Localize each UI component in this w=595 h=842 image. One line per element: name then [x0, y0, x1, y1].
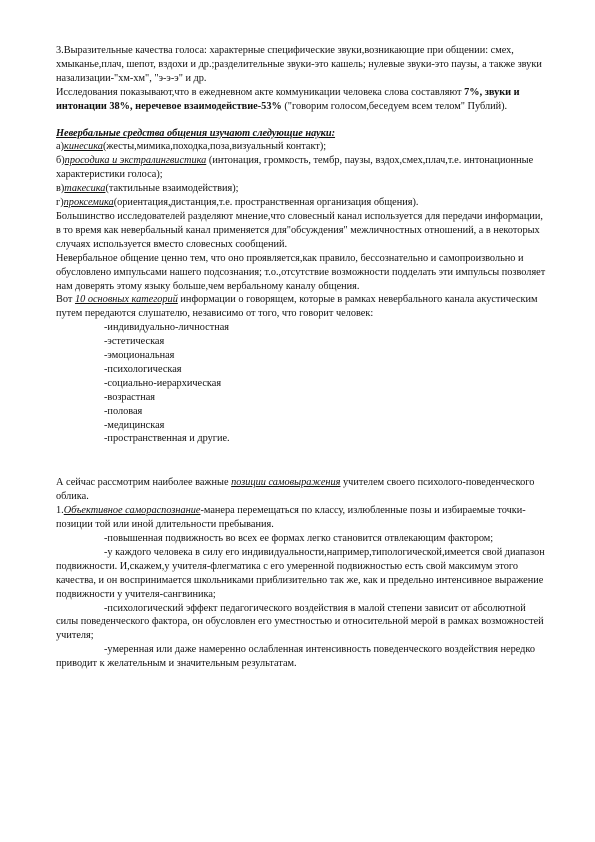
sciences-heading-text: Невербальные средства общения изучают следующие науки:	[56, 127, 336, 139]
voice-qualities-paragraph: 3.Выразительные качества голоса: характерные специфические звуки,возникающие при общении: смех, хмыканье,плач, шепот, вздохи и др.;разделительные звуки-это кашель; нулевые звуки-это паузы, а также звуки назализации-"хм-хм", "э-э-э" и др.	[56, 45, 542, 84]
self-expression-term: позиции самовыражения	[231, 477, 341, 489]
self-expression-text-start: А сейчас рассмотрим наиболее важные	[56, 477, 232, 489]
self-recognition-desc: -манера перемещаться по классу, излюбленные позы и избираемые точки-позиции той или иной длительности пребывания.	[56, 505, 526, 531]
study-text-end: ("говорим голосом,беседуем всем телом" Публий).	[281, 100, 508, 112]
categories-term: 10 основных категорий	[74, 294, 178, 306]
self-expression-text-end: учителем своего психолого-поведенческого облика.	[56, 477, 535, 503]
point-text: -психологический эффект педагогического воздействия в малой степени зависит от абсолютной силы поведенческого фактора, он обусловлен его уместностью и относительной мерой в рамках возможностей учителя;	[56, 602, 544, 642]
point-text: -у каждого человека в силу его индивидуальности,например,типологической,имеется свой диапазон подвижности. И,скажем,у учителя-флегматика с его умеренной подвижностью есть свой максимум этого качества, и он воспринимается школьниками приблизительно так же, как и предельно интенсивное выражение подвижности у учителя-сангвиника;	[56, 546, 545, 600]
science-item-b-desc: (интонация, громкость, тембр, паузы, вздох,смех,плач,т.е. интонационные характеристики голоса);	[56, 155, 534, 181]
science-term-kinesics: кинесика	[64, 141, 103, 153]
science-item-c-desc: (тактильные взаимодействия);	[105, 183, 239, 195]
list-item: -индивидуально-личностная	[104, 322, 230, 334]
self-recognition-number: 1.	[56, 505, 64, 517]
self-recognition-term: Объективное самораспознание	[63, 505, 201, 517]
list-item: -социально-иерархическая	[104, 377, 222, 389]
self-expression-paragraph	[56, 476, 546, 504]
point-text: -повышенная подвижность во всех ее формах легко становится отвлекающим фактором;	[104, 533, 494, 544]
majority-paragraph: Большинство исследователей разделяют мнение,что словесный канал используется для передачи информации, в то время как невербальный канал применяется для"обсуждения" межличностных отношений, а в некоторых случаях используется вместо словесных сообщений.	[56, 210, 543, 250]
science-term-proxemics: проксемика	[63, 197, 114, 209]
study-paragraph	[56, 86, 546, 114]
value-paragraph: Невербальное общение ценно тем, что оно проявляется,как правило, бессознательно и самопроизвольно и обусловлено импульсами нашего подсознания; т.о.,отсутствие возможности подделать эти импульсы позволяет нам доверять этому языку больше,чем вербальному каналу общения.	[56, 252, 546, 292]
categories-list	[56, 321, 546, 446]
point-paragraph	[56, 532, 546, 546]
point-paragraph	[56, 643, 546, 671]
science-item-d-desc: (ориентация,дистанция,т.е. пространственная организация общения).	[113, 197, 419, 209]
categories-text-end: информации о говорящем, которые в рамках невербального канала акустическим путем передаются слушателю, независимо от того, что говорит человек:	[56, 294, 538, 320]
sciences-heading	[56, 127, 546, 141]
list-item: -половая	[104, 405, 143, 417]
categories-paragraph	[56, 293, 546, 321]
list-item: -возрастная	[104, 391, 156, 403]
list-item: -психологическая	[104, 363, 182, 375]
document-page	[56, 44, 546, 671]
list-item: -медицинская	[104, 419, 165, 431]
science-term-takesics: такесика	[64, 183, 106, 195]
science-item-d-letter: г)	[56, 197, 64, 209]
list-item: -пространственная и другие.	[104, 433, 230, 445]
point-paragraph	[56, 546, 546, 602]
list-item: -эстетическая	[104, 336, 165, 348]
science-term-prosody: просодика и экстралингвистика	[64, 155, 207, 167]
categories-text-start: Вот	[56, 294, 75, 306]
science-item-d	[56, 196, 546, 210]
science-item-b	[56, 154, 546, 182]
science-item-a-letter: а)	[56, 141, 64, 153]
point-paragraph	[56, 602, 546, 644]
science-item-c	[56, 182, 546, 196]
science-item-a-desc: (жесты,мимика,походка,поза,визуальный контакт);	[102, 141, 327, 153]
self-recognition-paragraph	[56, 504, 546, 532]
science-item-a	[56, 140, 546, 154]
study-stats-bold: 7%, звуки и интонации 38%, неречевое взаимодействие-53%	[56, 86, 520, 112]
science-item-c-letter: в)	[56, 183, 65, 195]
point-text: -умеренная или даже намеренно ослабленная интенсивность поведенческого воздействия нередко приводит к желательным и значительным результатам.	[56, 644, 536, 670]
list-item: -эмоциональная	[104, 350, 175, 362]
science-item-b-letter: б)	[56, 155, 65, 167]
study-text-start: Исследования показывают,что в ежедневном акте коммуникации человека слова составляют	[56, 86, 462, 98]
